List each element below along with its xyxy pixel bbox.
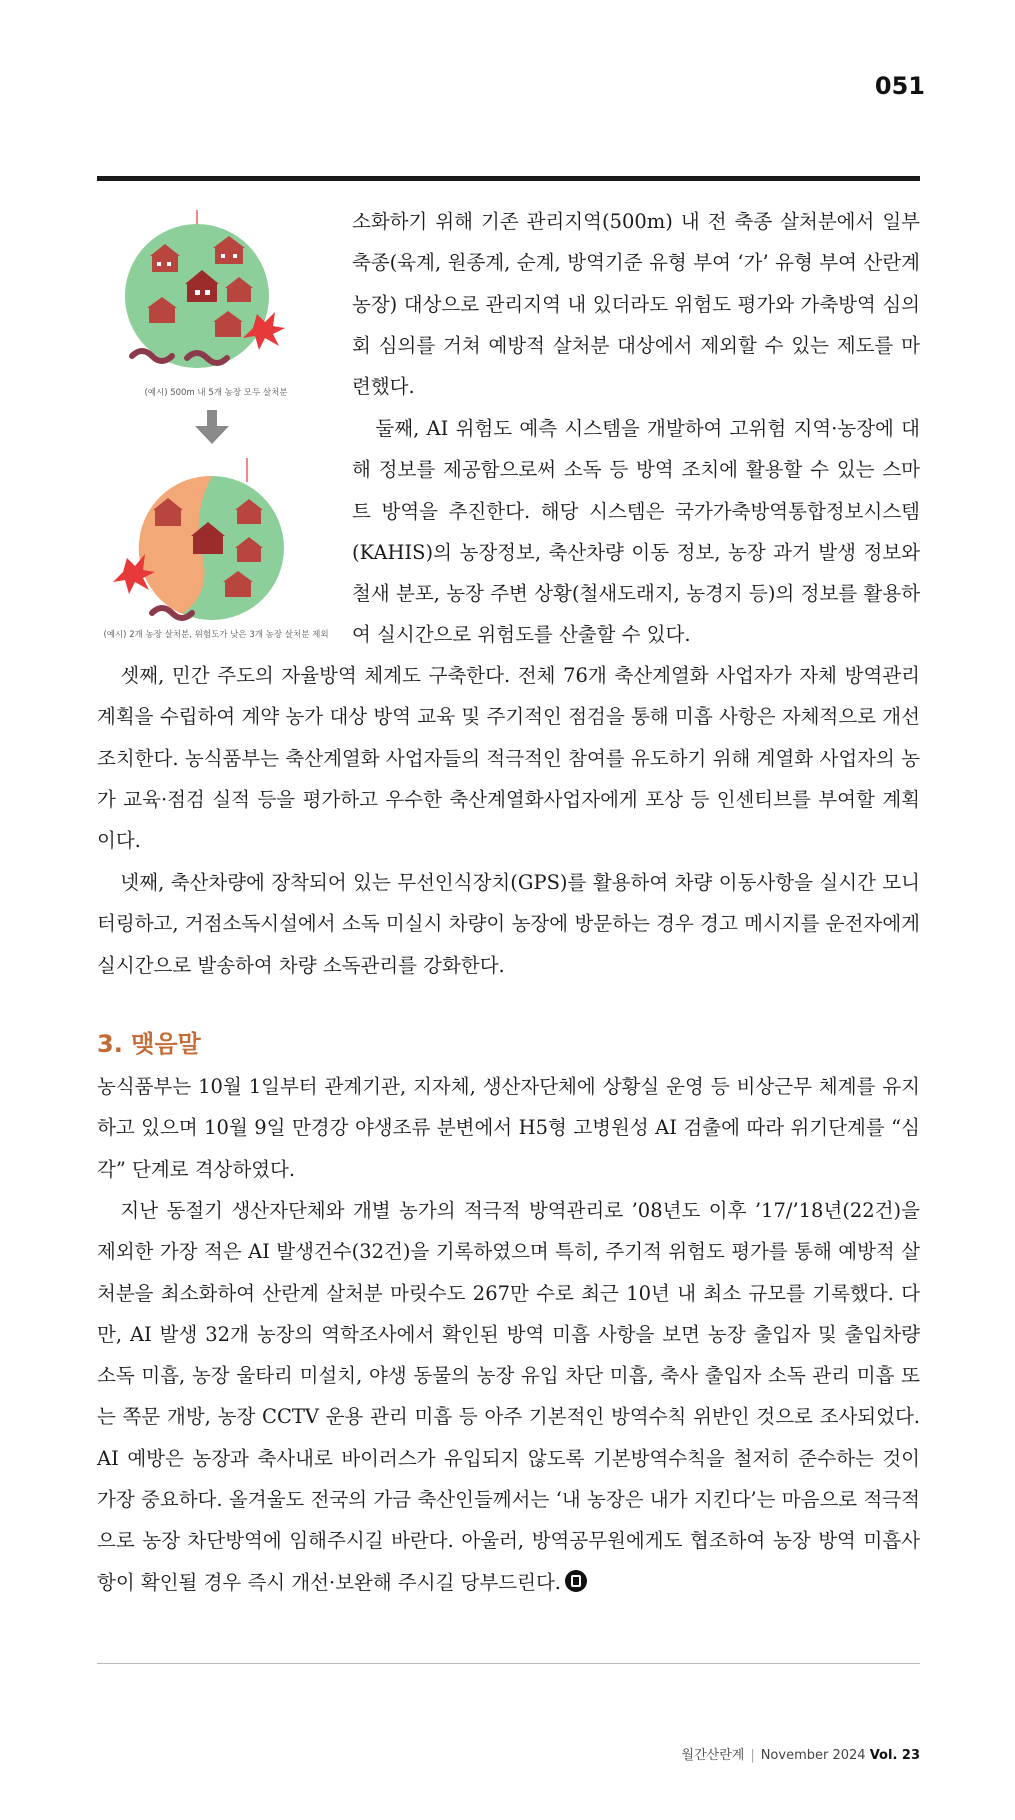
- figure-caption-2: (예시) 2개 농장 살처분, 위험도가 낮은 3개 농장 살처분 제외: [103, 630, 329, 640]
- body-paragraph-6: [97, 1190, 920, 1603]
- body-paragraph-2: 둘째, AI 위험도 예측 시스템을 개발하여 고위험 지역·농장에 대해 정보를 제공함으로써 소독 등 방역 조치에 활용할 수 있는 스마트 방역을 추진한다. 해당 시스템은 국가가축방역통합정보시스템(KAHIS)의 농장정보, 축산차량 이동 정보, 농장 과거 발생 정보와 철새 분포, 농장 주변 상황(철새도래지, 농경지 등)의 정보를 활용하여 실시간으로 위험도를 산출할 수 있다.: [352, 417, 920, 647]
- end-mark-icon: [565, 1570, 587, 1592]
- body-paragraph-5: 농식품부는 10월 1일부터 관계기관, 지자체, 생산자단체에 상황실 운영 등 비상근무 체계를 유지하고 있으며 10월 9일 만경강 야생조류 분변에서 H5형 고병원성 AI 검출에 따라 위기단계를 “심각” 단계로 격상하였다.: [97, 1075, 920, 1181]
- body-paragraph-3: 셋째, 민간 주도의 자율방역 체계도 구축한다. 전체 76개 축산계열화 사업자가 자체 방역관리 계획을 수립하여 계약 농가 대상 방역 교육 및 주기적인 점검을 통해 미흡 사항은 자체적으로 개선 조치한다. 농식품부는 축산계열화 사업자들의 적극적인 참여를 유도하기 위해 계열화 사업자의 농가 교육·점검 실적 등을 평가하고 우수한 축산계열화사업자에게 포상 등 인센티브를 부여할 계획이다.: [97, 664, 920, 853]
- footer: [682, 1744, 920, 1763]
- page-number: 051: [874, 72, 925, 100]
- culling-zone-figure: [97, 196, 335, 652]
- top-rule: [97, 176, 920, 181]
- section-heading-conclusion: 3. 맺음말: [97, 1030, 201, 1058]
- body-paragraph-4: 넷째, 축산차량에 장착되어 있는 무선인식장치(GPS)를 활용하여 차량 이동사항을 실시간 모니터링하고, 거점소독시설에서 소독 미실시 차량이 농장에 방문하는 경우 경고 메시지를 운전자에게 실시간으로 발송하여 차량 소독관리를 강화한다.: [97, 871, 920, 977]
- footer-date: November 2024: [760, 1748, 866, 1763]
- footer-volume: Vol. 23: [869, 1748, 920, 1763]
- body-paragraph-1: 소화하기 위해 기존 관리지역(500m) 내 전 축종 살처분에서 일부 축종(육계, 원종계, 순계, 방역기준 유형 부여 ‘가’ 유형 부여 산란계 농장) 대상으로 관리지역 내 있더라도 위험도 평가와 가축방역 심의회 심의를 거쳐 예방적 살처분 대상에서 제외할 수 있는 제도를 마련했다.: [352, 210, 920, 399]
- body-paragraph-6-text: 지난 동절기 생산자단체와 개별 농가의 적극적 방역관리로 ’08년도 이후 ’17/’18년(22건)을 제외한 가장 적은 AI 발생건수(32건)을 기록하였으며 특히, 주기적 위험도 평가를 통해 예방적 살처분을 최소화하여 산란계 살처분 마릿수도 267만 수로 최근 10년 내 최소 규모를 기록했다. 다만, AI 발생 32개 농장의 역학조사에서 확인된 방역 미흡 사항을 보면 농장 출입자 및 출입차량 소독 미흡, 농장 울타리 미설치, 야생 동물의 농장 유입 차단 미흡, 축사 출입자 소독 관리 미흡 또는 쪽문 개방, 농장 CCTV 운용 관리 미흡 등 아주 기본적인 방역수칙 위반인 것으로 조사되었다. AI 예방은 농장과 축사내로 바이러스가 유입되지 않도록 기본방역수칙을 철저히 준수하는 것이 가장 중요하다. 올겨울도 전국의 가금 축산인들께서는 ‘내 농장은 내가 지킨다’는 마음으로 적극적으로 농장 차단방역에 임해주시길 바란다. 아울러, 방역공무원에게도 협조하여 농장 방역 미흡사항이 확인될 경우 즉시 개선·보완해 주시길 당부드린다.: [97, 1199, 920, 1594]
- diagram-all-culled: [97, 196, 335, 386]
- footer-separator: |: [750, 1748, 755, 1763]
- footer-magazine: 월간산란계: [681, 1748, 745, 1763]
- figure-caption-1: (예시) 500m 내 5개 농장 모두 살처분: [144, 388, 288, 398]
- diagram-partial-culled: [97, 448, 335, 628]
- arrow-down-icon: [97, 408, 335, 448]
- bottom-rule: [97, 1663, 920, 1664]
